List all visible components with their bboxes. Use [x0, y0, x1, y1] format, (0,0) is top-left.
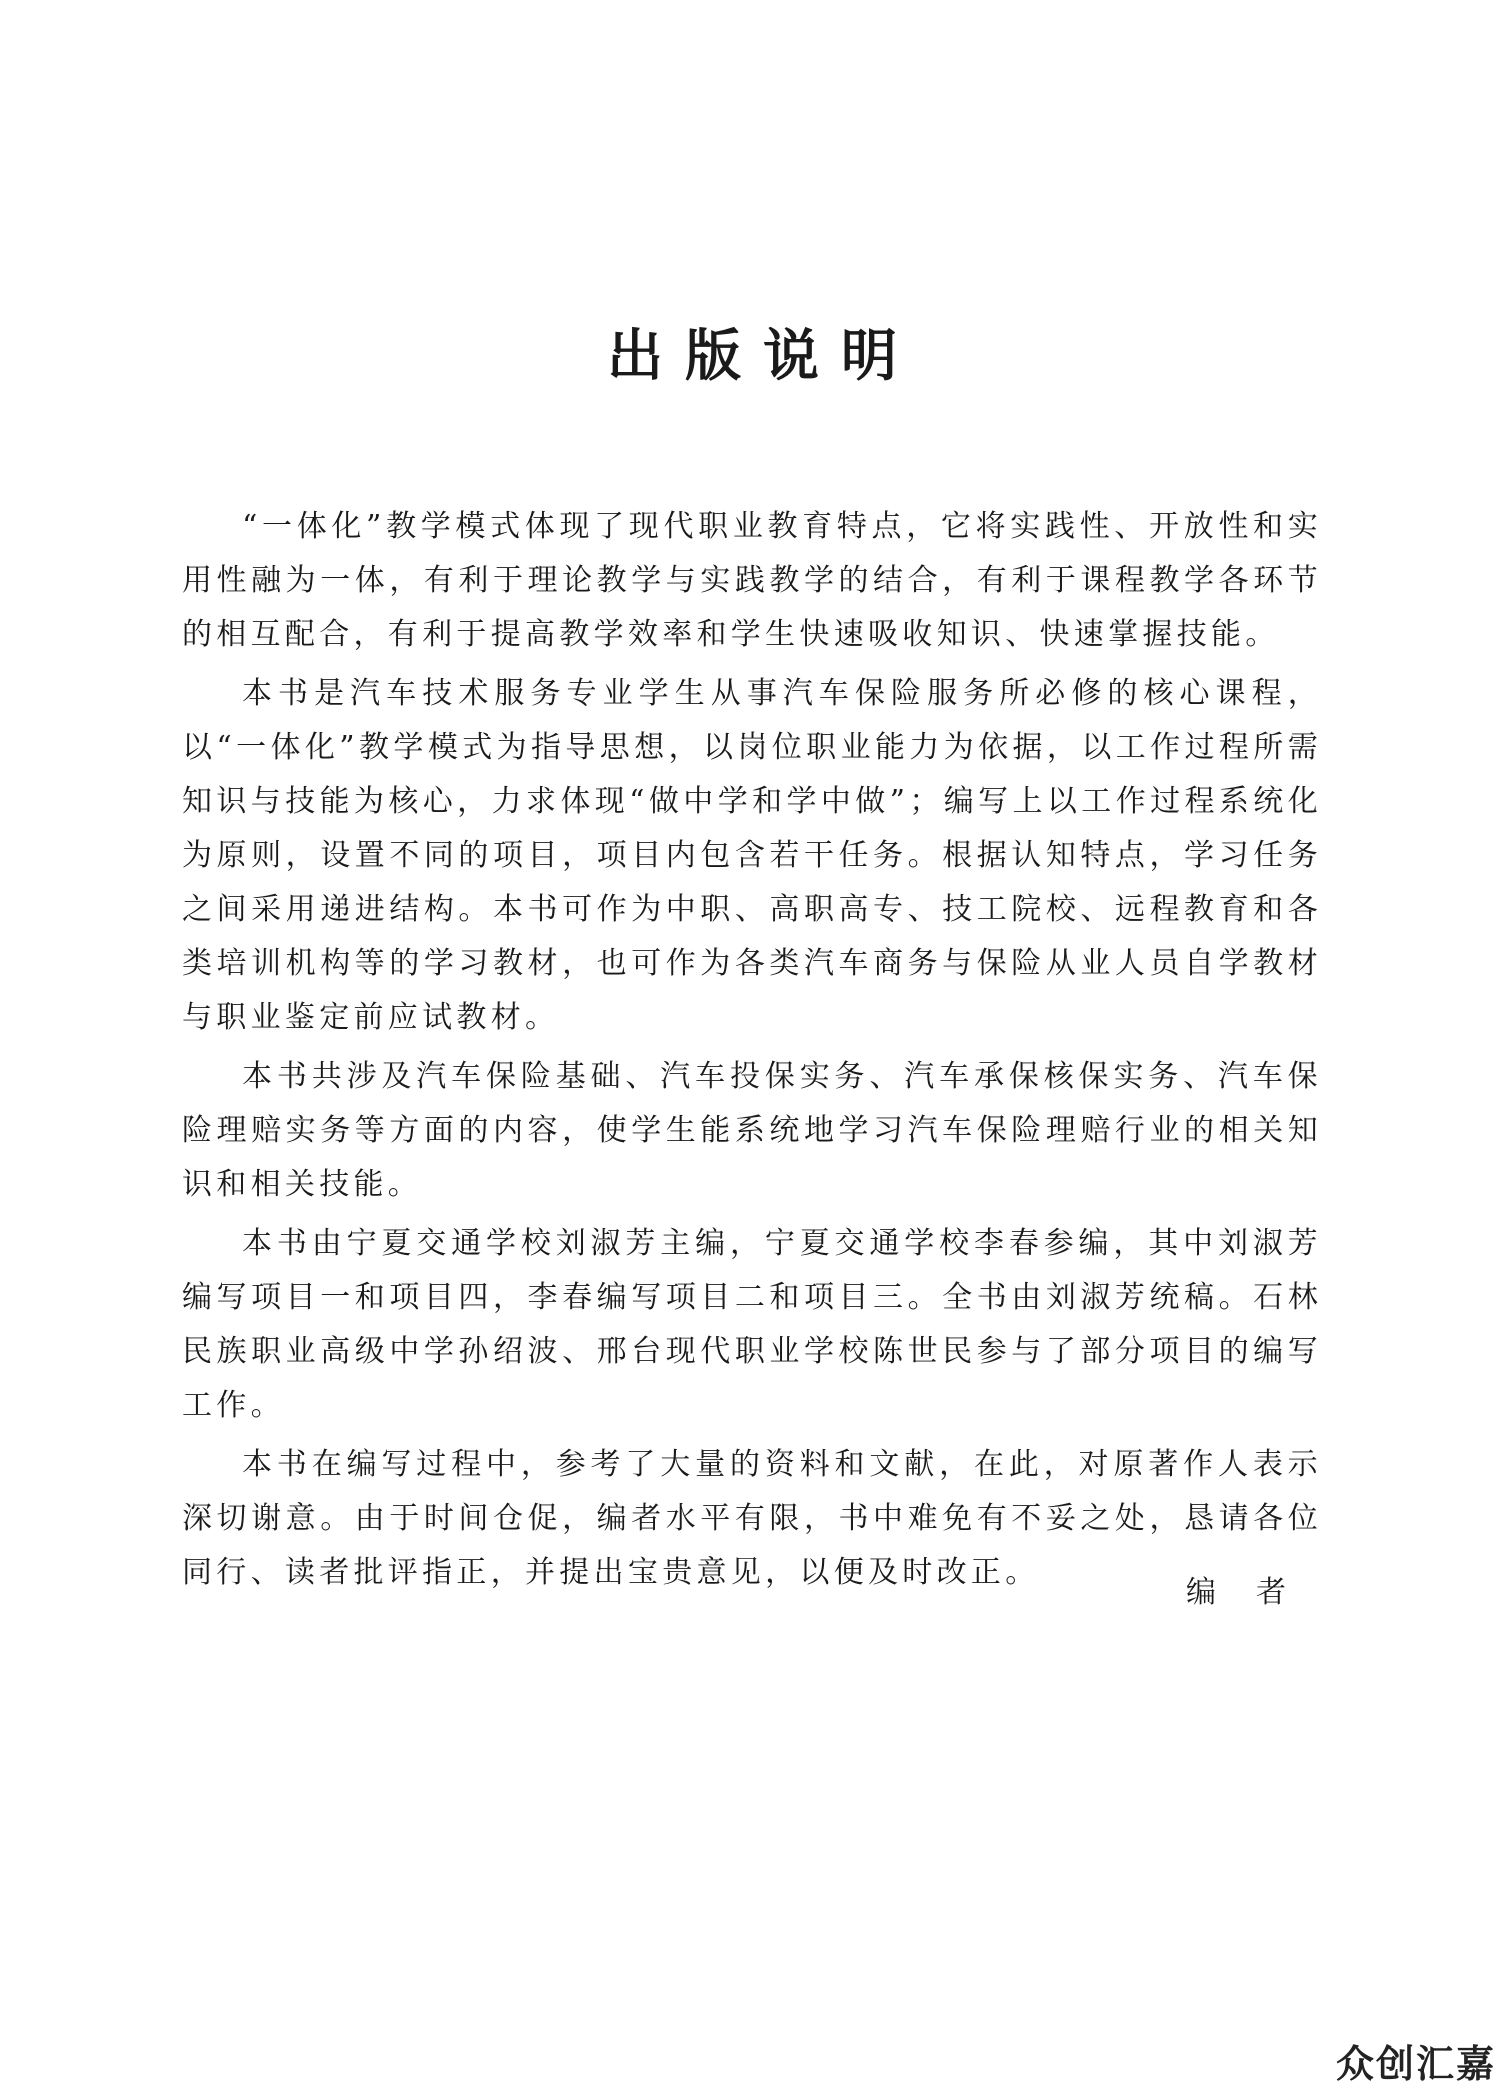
paragraph-4: 本书由宁夏交通学校刘淑芳主编，宁夏交通学校李春参编，其中刘淑芳编写项目一和项目四，李春编写项目二和项目三。全书由刘淑芳统稿。石林民族职业高级中学孙绍波、邢台现代职业学校陈世民参与了部分项目的编写工作。 [182, 1226, 1322, 1423]
paragraph-3: 本书共涉及汽车保险基础、汽车投保实务、汽车承保核保实务、汽车保险理赔实务等方面的内容，使学生能系统地学习汽车保险理赔行业的相关知识和相关技能。 [182, 1059, 1322, 1202]
page-title: 出版说明 [607, 323, 919, 389]
body-text [182, 500, 1322, 1605]
watermark-logo: 众创汇嘉 [1335, 2042, 1496, 2086]
paragraph-1: “一体化”教学模式体现了现代职业教育特点，它将实践性、开放性和实用性融为一体，有利于理论教学与实践教学的结合，有利于课程教学各环节的相互配合，有利于提高教学效率和学生快速吸收知识、快速掌握技能。 [182, 509, 1322, 652]
paragraph-2: 本书是汽车技术服务专业学生从事汽车保险服务所必修的核心课程，以“一体化”教学模式为指导思想，以岗位职业能力为依据，以工作过程所需知识与技能为核心，力求体现“做中学和学中做”；编写上以工作过程系统化为原则，设置不同的项目，项目内包含若干任务。根据认知特点，学习任务之间采用递进结构。本书可作为中职、高职高专、技工院校、远程教育和各类培训机构等的学习教材，也可作为各类汽车商务与保险从业人员自学教材与职业鉴定前应试教材。 [182, 676, 1322, 1035]
paragraph-5: 本书在编写过程中，参考了大量的资料和文献，在此，对原著作人表示深切谢意。由于时间仓促，编者水平有限，书中难免有不妥之处，恳请各位同行、读者批评指正，并提出宝贵意见，以便及时改正。 [182, 1447, 1322, 1590]
signature: 编者 [1186, 1575, 1326, 1610]
